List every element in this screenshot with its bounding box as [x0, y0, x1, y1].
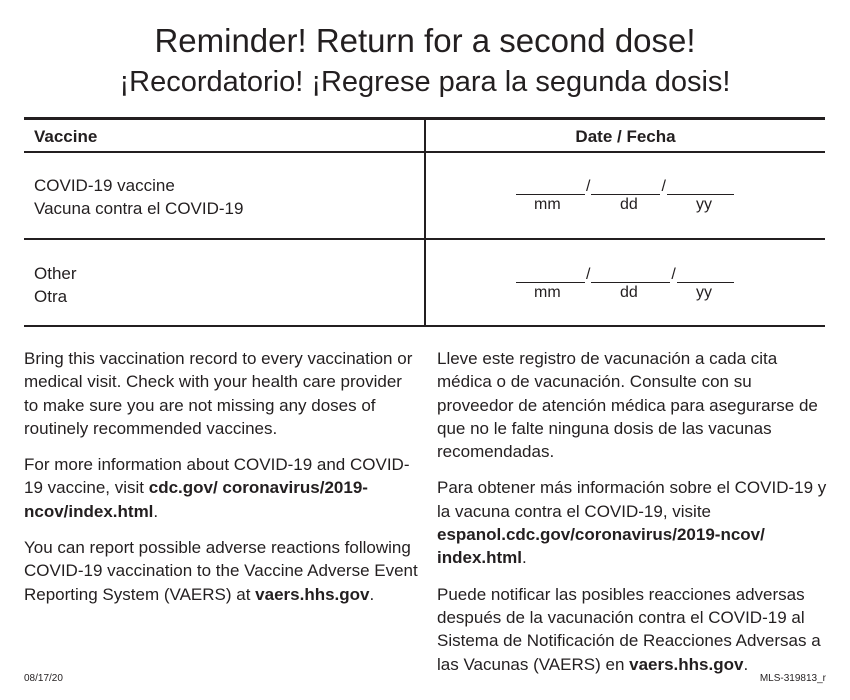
- paragraph-report-reactions: [437, 583, 832, 676]
- vaers-link[interactable]: vaers.hhs.gov: [629, 654, 744, 674]
- vaccine-row-covid: [34, 174, 243, 220]
- spanish-instructions: [437, 347, 832, 689]
- paragraph-text: You can report possible adverse reactions following COVID-19 vaccination to the Vaccine Adverse Event Reporting System (VAERS) at: [24, 538, 418, 604]
- paragraph-end: .: [522, 548, 527, 568]
- date-slash: /: [586, 266, 591, 283]
- year-label: yy: [696, 196, 712, 213]
- month-blank[interactable]: [516, 281, 585, 283]
- footer-code: MLS-319813_r: [759, 673, 826, 684]
- paragraph-end: .: [369, 584, 375, 604]
- day-label: dd: [620, 196, 638, 213]
- vaccine-row-other: [34, 262, 77, 308]
- paragraph-text: Para obtener más información sobre el COVID-19 y la vacuna contra el COVID-19, visite: [437, 478, 827, 521]
- cdc-link[interactable]: cdc.gov/ coronavirus/2019-ncov/index.html: [24, 478, 368, 521]
- header-vaccine: Vaccine: [34, 127, 98, 146]
- month-blank[interactable]: [516, 193, 585, 195]
- table-column-divider: [424, 117, 426, 327]
- cdc-link[interactable]: espanol.cdc.gov/coronavirus/2019-ncov/ index.html: [437, 525, 765, 568]
- date-field-covid[interactable]: [516, 177, 734, 216]
- date-slash: /: [586, 178, 591, 195]
- paragraph-end: .: [743, 654, 749, 674]
- vaccine-name-es: Otra: [34, 287, 68, 306]
- year-blank[interactable]: [667, 193, 734, 195]
- paragraph-end: .: [153, 501, 159, 521]
- title-english: Reminder! Return for a second dose!: [154, 22, 696, 59]
- day-label: dd: [620, 284, 638, 301]
- month-label: mm: [534, 284, 561, 301]
- title-spanish: ¡Recordatorio! ¡Regrese para la segunda dosis!: [119, 66, 731, 98]
- date-field-other[interactable]: [516, 265, 734, 304]
- paragraph-more-info: [24, 453, 419, 523]
- date-slash: /: [661, 178, 666, 195]
- paragraph-more-info: [437, 476, 832, 569]
- vaccine-name-en: Other: [34, 264, 77, 283]
- paragraph-bring-record: Lleve este registro de vacunación a cada cita médica o de vacunación. Consulte con su proveedor de atención médica para asegurarse de que no le falte ninguna dosis de las vacunas recomendadas.: [437, 349, 818, 462]
- vaers-link[interactable]: vaers.hhs.gov: [255, 584, 370, 604]
- paragraph-report-reactions: [24, 536, 419, 606]
- footer-date: 08/17/20: [24, 673, 63, 684]
- year-label: yy: [696, 284, 712, 301]
- year-blank[interactable]: [677, 281, 734, 283]
- vaccine-date-table: [24, 117, 825, 328]
- month-label: mm: [534, 196, 561, 213]
- english-instructions: [24, 347, 419, 619]
- vaccine-name-es: Vacuna contra el COVID-19: [34, 199, 244, 218]
- paragraph-bring-record: Bring this vaccination record to every vaccination or medical visit. Check with your health care provider to make sure you are not missing any doses of routinely recommended vaccines.: [24, 349, 413, 438]
- day-blank[interactable]: [591, 193, 660, 195]
- paragraph-text: Puede notificar las posibles reacciones adversas después de la vacunación contra el COVID-19 al Sistema de Notificación de Reacciones Adversas a las Vacunas (VAERS) en: [437, 584, 821, 674]
- day-blank[interactable]: [591, 281, 670, 283]
- paragraph-text: For more information about COVID-19 and COVID-19 vaccine, visit: [24, 455, 410, 498]
- header-date: Date / Fecha: [575, 127, 676, 146]
- vaccine-name-en: COVID-19 vaccine: [34, 176, 175, 195]
- date-slash: /: [671, 266, 676, 283]
